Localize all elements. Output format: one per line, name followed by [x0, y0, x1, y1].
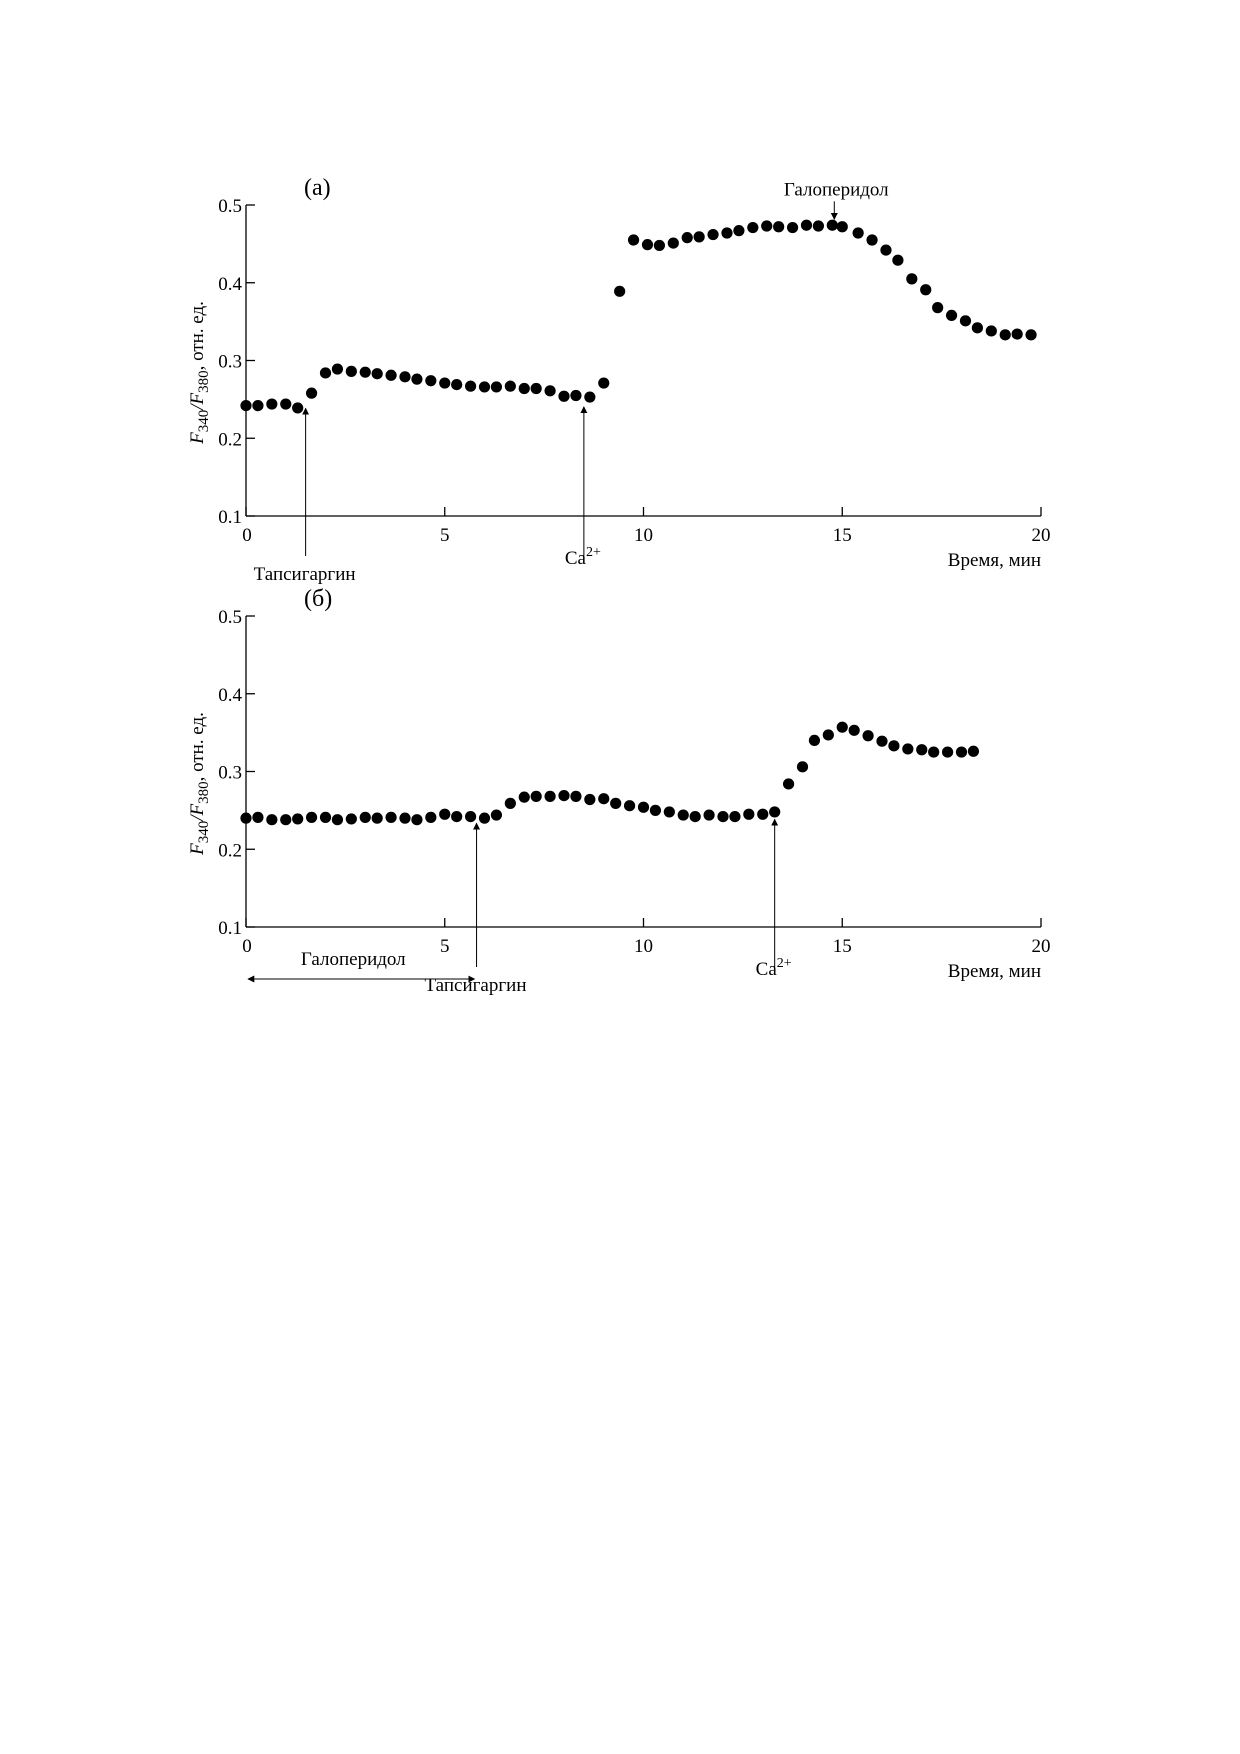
x-tick-label: 15: [832, 936, 852, 957]
data-point: [801, 220, 812, 231]
x-tick-label: 5: [440, 525, 450, 546]
data-point: [638, 802, 649, 813]
data-point: [920, 284, 931, 295]
data-point: [558, 391, 569, 402]
data-point: [946, 310, 957, 321]
data-point: [866, 234, 877, 245]
data-point: [306, 388, 317, 399]
y-axis-label: [187, 301, 212, 445]
data-point: [320, 367, 331, 378]
y-tick-label: 0.5: [218, 607, 242, 628]
data-point: [266, 398, 277, 409]
data-point: [491, 809, 502, 820]
y-tick-label: 0.3: [218, 351, 242, 373]
data-point: [425, 812, 436, 823]
y-tick-label: 0.2: [218, 840, 242, 862]
x-tick-label: 10: [634, 525, 653, 546]
data-point: [598, 793, 609, 804]
data-point: [598, 377, 609, 388]
data-point: [757, 809, 768, 820]
data-point: [888, 740, 899, 751]
x-tick-label: 0: [242, 936, 252, 957]
data-point: [519, 383, 530, 394]
y-axis-label-post: , отн. ед.: [187, 301, 208, 371]
data-point: [411, 814, 422, 825]
data-point: [682, 232, 693, 243]
data-point: [292, 402, 303, 413]
annotation-superscript: 2+: [776, 956, 792, 971]
y-tick-label: 0.4: [218, 273, 242, 295]
data-point: [451, 811, 462, 822]
data-point: [694, 231, 705, 242]
span-label: Галоперидол: [300, 949, 406, 970]
x-axis-label: Время, мин: [947, 550, 1041, 571]
data-point: [465, 381, 476, 392]
annotation-label: [425, 975, 527, 996]
data-point: [721, 227, 732, 238]
data-point: [280, 814, 291, 825]
data-point: [849, 725, 860, 736]
data-point: [360, 367, 371, 378]
data-point: [570, 390, 581, 401]
data-point: [544, 791, 555, 802]
data-point: [972, 322, 983, 333]
data-point: [439, 809, 450, 820]
data-point: [787, 222, 798, 233]
data-point: [1012, 328, 1023, 339]
data-point: [654, 240, 665, 251]
data-point: [733, 225, 744, 236]
data-point: [266, 814, 277, 825]
data-point: [439, 377, 450, 388]
data-point: [320, 812, 331, 823]
chart-panel-a: [187, 175, 1051, 585]
data-point: [399, 371, 410, 382]
data-point: [628, 234, 639, 245]
data-point: [650, 805, 661, 816]
data-point: [747, 222, 758, 233]
y-axis-label-sub2: 380: [196, 370, 212, 393]
data-point: [902, 743, 913, 754]
y-tick-label: 0.1: [218, 918, 242, 939]
data-point: [479, 381, 490, 392]
data-point: [707, 229, 718, 240]
data-point: [916, 744, 927, 755]
y-axis-label-sub1: 340: [196, 409, 212, 433]
data-point: [968, 746, 979, 757]
data-point: [332, 363, 343, 374]
data-point: [664, 806, 675, 817]
data-point: [837, 722, 848, 733]
data-point: [827, 220, 838, 231]
y-axis-label: [187, 712, 212, 856]
data-point: [240, 400, 251, 411]
annotation-superscript: 2+: [585, 545, 601, 560]
data-point: [942, 746, 953, 757]
data-point: [809, 735, 820, 746]
data-point: [385, 812, 396, 823]
y-tick-label: 0.5: [218, 196, 242, 217]
data-point: [531, 383, 542, 394]
x-axis-label: Время, мин: [947, 961, 1041, 982]
data-point: [425, 375, 436, 386]
data-point: [876, 736, 887, 747]
data-point: [252, 400, 263, 411]
data-point: [479, 813, 490, 824]
y-tick-label: 0.1: [218, 507, 242, 528]
y-axis-label-mid: /F: [187, 392, 208, 410]
data-point: [880, 244, 891, 255]
data-point: [761, 220, 772, 231]
y-axis-label-sub2: 380: [196, 781, 212, 804]
y-axis-label-pre: F: [187, 432, 208, 444]
data-point: [624, 800, 635, 811]
annotation-label: [254, 564, 356, 585]
data-point: [610, 798, 621, 809]
data-point: [797, 761, 808, 772]
y-tick-label: 0.2: [218, 429, 242, 451]
data-point: [769, 806, 780, 817]
y-axis-label-sub1: 340: [196, 820, 212, 844]
data-point: [240, 813, 251, 824]
data-point: [558, 790, 569, 801]
panel-label: (а): [304, 175, 331, 201]
data-point: [837, 221, 848, 232]
annotation-label: [565, 545, 601, 569]
y-axis-label-pre: F: [187, 843, 208, 855]
data-point: [252, 812, 263, 823]
x-tick-label: 0: [242, 525, 252, 546]
data-point: [451, 379, 462, 390]
data-point: [729, 811, 740, 822]
data-point: [614, 286, 625, 297]
data-point: [717, 811, 728, 822]
annotation-label: [756, 956, 792, 980]
data-point: [892, 255, 903, 266]
annotation-text: Ca: [755, 959, 777, 980]
panel-label: (б): [304, 586, 333, 612]
data-point: [346, 366, 357, 377]
data-point: [668, 237, 679, 248]
chart-panel-b: [187, 586, 1051, 996]
annotation-text: Ca: [564, 548, 586, 569]
data-point: [360, 812, 371, 823]
data-point: [743, 809, 754, 820]
data-point: [531, 791, 542, 802]
data-point: [690, 811, 701, 822]
data-point: [372, 368, 383, 379]
data-point: [783, 778, 794, 789]
data-point: [703, 809, 714, 820]
y-tick-label: 0.4: [218, 684, 242, 706]
data-point: [986, 325, 997, 336]
data-point: [292, 813, 303, 824]
data-point: [544, 385, 555, 396]
data-point: [346, 813, 357, 824]
annotation-text: Тапсигаргин: [253, 564, 356, 585]
data-point: [280, 398, 291, 409]
data-point: [372, 813, 383, 824]
data-point: [306, 812, 317, 823]
data-point: [1025, 329, 1036, 340]
data-point: [960, 315, 971, 326]
data-point: [642, 239, 653, 250]
data-point: [773, 221, 784, 232]
data-point: [862, 730, 873, 741]
data-point: [584, 794, 595, 805]
x-tick-label: 10: [634, 936, 653, 957]
annotation-text: Тапсигаргин: [424, 975, 527, 996]
y-tick-label: 0.3: [218, 762, 242, 784]
data-point: [906, 273, 917, 284]
data-point: [584, 391, 595, 402]
data-point: [505, 381, 516, 392]
data-point: [932, 302, 943, 313]
data-point: [519, 792, 530, 803]
x-tick-label: 5: [440, 936, 450, 957]
data-point: [399, 813, 410, 824]
data-point: [928, 746, 939, 757]
data-point: [465, 811, 476, 822]
x-tick-label: 15: [832, 525, 852, 546]
annotation-label: [784, 179, 889, 200]
y-axis-label-post: , отн. ед.: [187, 712, 208, 782]
data-point: [570, 791, 581, 802]
data-point: [332, 814, 343, 825]
data-point: [385, 370, 396, 381]
data-point: [1000, 329, 1011, 340]
annotation-text: Галоперидол: [783, 179, 889, 201]
x-tick-label: 20: [1031, 525, 1051, 546]
data-point: [853, 227, 864, 238]
data-point: [411, 374, 422, 385]
x-tick-label: 20: [1031, 936, 1051, 957]
data-point: [678, 809, 689, 820]
data-point: [823, 729, 834, 740]
data-point: [956, 746, 967, 757]
data-point: [813, 220, 824, 231]
data-point: [491, 381, 502, 392]
data-point: [505, 798, 516, 809]
y-axis-label-mid: /F: [187, 803, 208, 821]
